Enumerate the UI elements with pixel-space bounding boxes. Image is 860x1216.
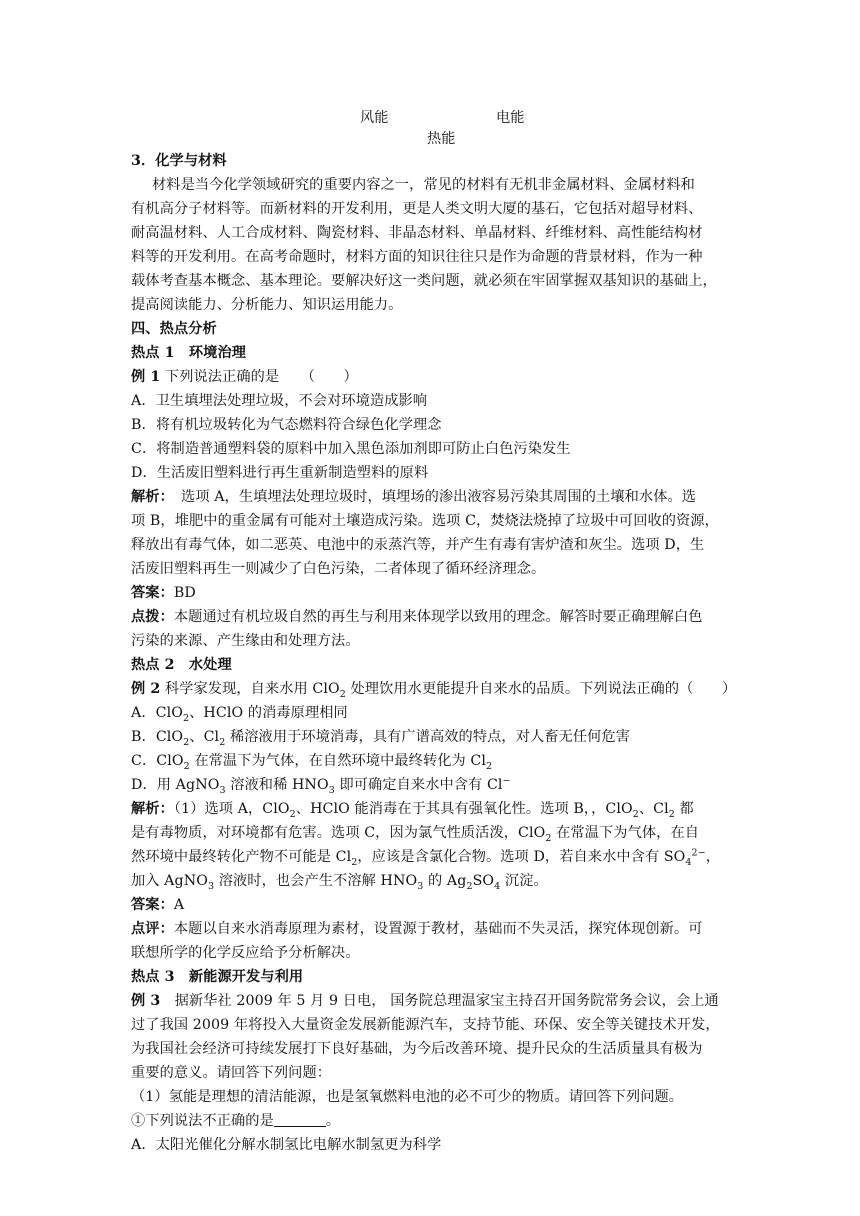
analysis-text: 选项 A，生填埋法处理垃圾时，填埋场的渗出液容易污染其周围的土壤和水体。选 [166, 489, 697, 505]
paragraph-line: 活废旧塑料再生一则减少了白色污染，二者体现了循环经济理念。 [131, 561, 546, 577]
paragraph-line: 过了我国 2009 年将投入大量资金发展新能源汽车，支持节能、环保、安全等关键技术开发， [131, 1017, 720, 1033]
example-2-option-a: A．ClO$_2$、HClO 的消毒原理相同 [131, 705, 348, 724]
paragraph-line: 材料是当今化学领域研究的重要内容之一，常见的材料有无机非金属材料、金属材料和 [152, 177, 695, 193]
example-3-question [131, 989, 731, 1013]
example-2-option-d: D．用 AgNO$_3$ 溶液和稀 $HNO_3$ 即可确定自来水中含有 Cl− [131, 775, 511, 796]
option-text: 稀溶液用于环境消毒，具有广谱高效的特点，对人畜无任何危害 [225, 729, 631, 745]
example-text: 据新华社 2009 年 5 月 9 日电， 国务院总理温家宝主持召开国务院常务会议，会上通 [160, 993, 719, 1009]
example-1-option-c: C．将制造普通塑料袋的原料中加入黑色添加剂即可防止白色污染发生 [131, 441, 571, 457]
question-text: ①下列说法不正确的是 [131, 1113, 274, 1129]
example-text: 科学家发现，自来水用 ClO [160, 681, 340, 697]
example-2-question: 例 2 科学家发现，自来水用 ClO$_2$ 处理饮用水更能提升自来水的品质。下列说法正确的（ ） [131, 681, 737, 700]
example-2-analysis: 解析：（1）选项 A，ClO$_2$、HClO 能消毒在于其具有强氧化性。选项 B，，ClO$_2$、$Cl_2$ 都 [131, 801, 694, 820]
analysis-text: 、Cl [638, 801, 669, 817]
paragraph-line: 加入 AgNO$_3$ 溶液时，也会产生不溶解 $HNO_3$ 的 $Ag_2SO_4$ 沉淀。 [131, 873, 548, 892]
analysis-label: 解析： [131, 801, 174, 817]
sub-question-1: （1）氢能是理想的清洁能源，也是氢氧燃料电池的必不可少的物质。请回答下列问题。 [131, 1089, 684, 1105]
analysis-text: 是有毒物质，对环境都有危害。选项 C，因为氯气性质活泼，ClO [131, 825, 546, 841]
analysis-text: 加入 AgNO [131, 873, 208, 889]
section-heading-materials: 3．化学与材料 [131, 153, 227, 169]
paragraph-line: 是有毒物质，对环境都有危害。选项 C，因为氯气性质活泼，ClO$_2$ 在常温下为气体，在自 [131, 825, 700, 844]
example-3-option-a: A．太阳光催化分解水制氢比电解水制氢更为科学 [131, 1137, 442, 1153]
comment-label: 点评： [131, 921, 174, 937]
paragraph-line: 有机高分子材料等。而新材料的开发利用，更是人类文明大厦的基石，它包括对超导材料、 [131, 201, 703, 217]
option-text: D．用 AgNO [131, 777, 220, 793]
example-1-option-a: A．卫生填埋法处理垃圾，不会对环境造成影响 [131, 393, 428, 409]
option-text: 溶液和稀 HNO [225, 777, 329, 793]
comment-text: 本题以自来水消毒原理为素材，设置源于教材，基础而不失灵活，探究体现创新。可 [173, 921, 703, 937]
option-text: 、Cl [189, 729, 220, 745]
hotspot-1-title: 热点 1 环境治理 [131, 345, 247, 361]
paragraph-line: 然环境中最终转化产物不可能是 $Cl_2$，应该是含氯化合物。选项 D，若自来水中含有 $SO_4^{2-}$， [131, 847, 721, 868]
analysis-text: 溶液时，也会产生不溶解 HNO [214, 873, 418, 889]
analysis-label: 解析： [131, 489, 167, 505]
example-label: 例 3 [131, 993, 161, 1009]
paragraph-line: 耐高温材料、人工合成材料、陶瓷材料、非晶态材料、单晶材料、纤维材料、高性能结构材 [131, 225, 703, 241]
example-text: 处理饮用水更能提升自来水的品质。下列说法正确的（ ） [345, 681, 737, 697]
example-2-option-c: C．ClO$_2$ 在常温下为气体，在自然环境中最终转化为 $Cl_2$ [131, 753, 493, 772]
analysis-text: 沉淀。 [500, 873, 548, 889]
option-text: B．ClO [131, 729, 184, 745]
analysis-text: 、HClO 能消毒在于其具有强氧化性。选项 B，，ClO [295, 801, 633, 817]
diagram-label-heat: 热能 [427, 131, 456, 147]
paragraph-line: 为我国社会经济可持续发展打下良好基础，为今后改善环境、提升民众的生活质量具有极为 [131, 1041, 703, 1057]
example-1-question [131, 365, 731, 389]
answer-blank[interactable] [274, 1110, 326, 1127]
option-text: 即可确定自来水中含有 Cl [334, 777, 503, 793]
tip-text: 本题通过有机垃圾自然的再生与利用来体现学以致用的理念。解答时要正确理解白色 [173, 609, 703, 625]
option-text: 、HClO 的消毒原理相同 [189, 705, 348, 721]
option-text: C．ClO [131, 753, 184, 769]
hotspot-2-title: 热点 2 水处理 [131, 657, 232, 673]
paragraph-line: 污染的来源、产生缘由和处理方法。 [131, 633, 360, 649]
paragraph-line: 项 B，堆肥中的重金属有可能对土壤造成污染。选项 C，焚烧法烧掉了垃圾中可回收的资源， [131, 513, 719, 529]
paragraph-line: 联想所学的化学反应给予分析解决。 [131, 945, 360, 961]
example-2-answer [131, 893, 731, 917]
answer-label: 答案： [131, 897, 174, 913]
paragraph-line: 料等的开发利用。在高考命题时，材料方面的知识往往只是作为命题的背景材料，作为一种 [131, 249, 703, 265]
analysis-text: （1）选项 A，ClO [173, 801, 290, 817]
example-1-answer [131, 581, 731, 605]
section-heading-hotspots: 四、热点分析 [131, 321, 217, 337]
answer-value: A [173, 897, 185, 913]
paragraph-line: 提高阅读能力、分析能力、知识运用能力。 [131, 297, 403, 313]
example-1-tip [131, 605, 731, 629]
analysis-text: 的 Ag [423, 873, 467, 889]
tip-label: 点拨： [131, 609, 174, 625]
paragraph-line: 重要的意义。请回答下列问题： [131, 1065, 332, 1081]
answer-label: 答案： [131, 585, 174, 601]
example-1-analysis [131, 485, 731, 509]
analysis-text: 然环境中最终转化产物不可能是 Cl [131, 849, 352, 865]
example-label: 例 2 [131, 681, 161, 697]
answer-value: BD [173, 585, 196, 601]
example-text: 下列说法正确的是 （ ） [160, 369, 358, 385]
analysis-text: SO [472, 873, 495, 889]
paragraph-line: 载体考查基本概念、基本理论。要解决好这一类问题，就必须在牢固掌握双基知识的基础上， [131, 273, 717, 289]
analysis-text: 在常温下为气体，在自 [551, 825, 700, 841]
example-1-option-d: D．生活废旧塑料进行再生重新制造塑料的原料 [131, 465, 429, 481]
example-1-option-b: B．将有机垃圾转化为气态燃料符合绿色化学理念 [131, 417, 442, 433]
hotspot-3-title: 热点 3 新能源开发与利用 [131, 969, 304, 985]
diagram-label-electric: 电能 [496, 110, 525, 126]
example-2-comment [131, 917, 731, 941]
question-text: 。 [325, 1113, 341, 1129]
example-2-option-b: B．ClO$_2$、$Cl_2$ 稀溶液用于环境消毒，具有广谱高效的特点，对人畜无任何危害 [131, 729, 631, 748]
paragraph-line: 释放出有毒气体，如二恶英、电池中的汞蒸汽等，并产生有毒有害炉渣和灰尘。选项 D，生 [131, 537, 705, 553]
diagram-label-wind: 风能 [360, 110, 389, 126]
analysis-text: ，应该是含氯化合物。选项 D，若自来水中含有 SO [357, 849, 686, 865]
example-label: 例 1 [131, 369, 161, 385]
option-text: 在常温下为气体，在自然环境中最终转化为 Cl [189, 753, 487, 769]
sub-question-1a [131, 1109, 731, 1133]
option-text: A．ClO [131, 705, 183, 721]
analysis-text: 都 [674, 801, 694, 817]
